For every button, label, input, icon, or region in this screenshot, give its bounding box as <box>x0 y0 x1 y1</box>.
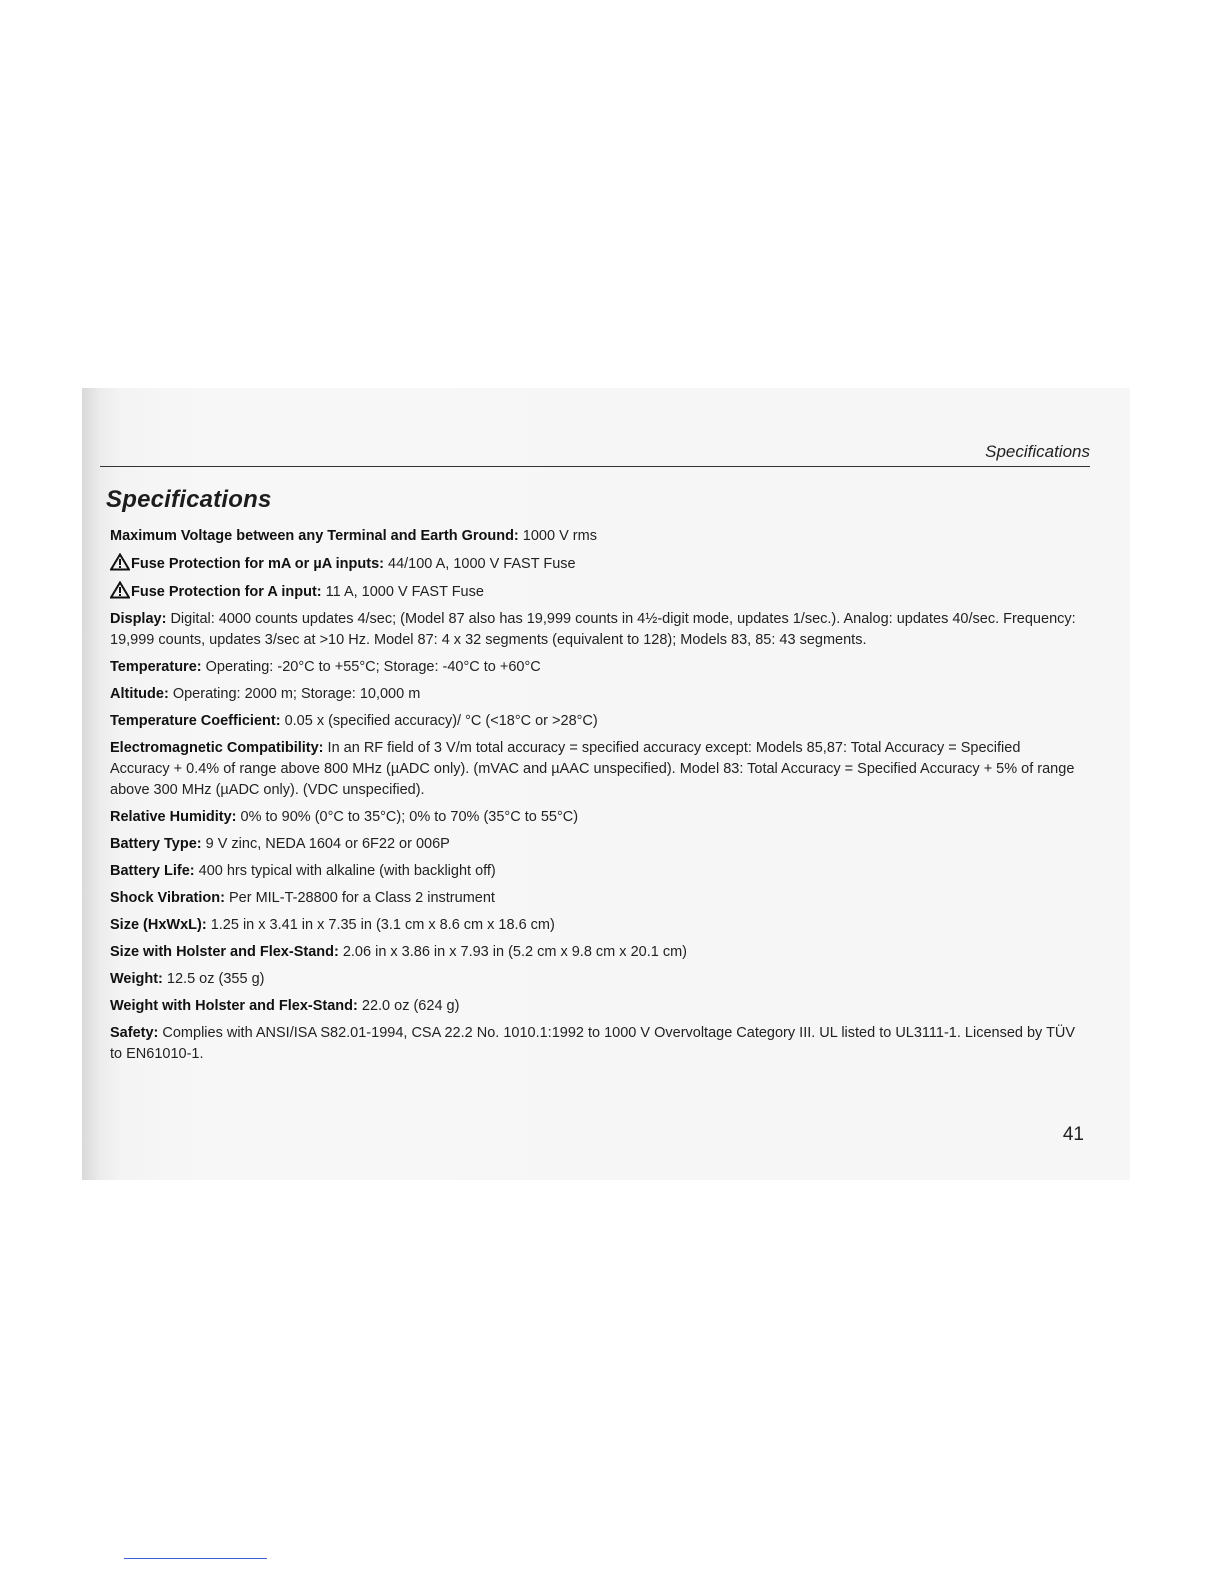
spec-label: Size with Holster and Flex-Stand: <box>110 944 339 960</box>
spec-item <box>110 526 1078 547</box>
spec-value: 2.06 in x 3.86 in x 7.93 in (5.2 cm x 9.8 cm x 20.1 cm) <box>342 944 687 960</box>
spec-label: Maximum Voltage between any Terminal and Earth Ground: <box>110 528 519 544</box>
spec-label: Altitude: <box>110 686 169 702</box>
spec-label: Temperature Coefficient: <box>110 713 281 729</box>
spec-item <box>110 609 1078 651</box>
spec-item <box>110 738 1078 801</box>
spec-label: Safety: <box>110 1025 159 1041</box>
page-heading: Specifications <box>106 486 272 513</box>
spec-value: Digital: 4000 counts updates 4/sec; (Model 87 also has 19,999 counts in 4½-digit mode, updates 1/sec.). Analog: updates 40/sec. Frequency: 19,999 counts, updates 3/sec at >10 Hz. Model 87: 4 x 32 segments (equivalent to 128); Models 83, 85: 43 segments. <box>110 611 1076 648</box>
spec-item <box>110 581 1078 603</box>
page-number: 41 <box>1062 1124 1084 1145</box>
spec-item <box>110 915 1078 936</box>
spec-list <box>110 526 1078 1071</box>
spec-value: 400 hrs typical with alkaline (with backlight off) <box>198 863 496 879</box>
spec-label: Relative Humidity: <box>110 809 237 825</box>
spec-label: Temperature: <box>110 659 202 675</box>
running-header: Specifications <box>985 442 1090 461</box>
footer-rule <box>124 1558 267 1559</box>
spec-item <box>110 684 1078 705</box>
spec-item <box>110 834 1078 855</box>
spec-value: 22.0 oz (624 g) <box>361 998 460 1014</box>
spec-item <box>110 861 1078 882</box>
spec-item <box>110 657 1078 678</box>
spec-value: Per MIL-T-28800 for a Class 2 instrument <box>228 890 495 906</box>
spec-label: Weight: <box>110 971 163 987</box>
spec-label: Display: <box>110 611 167 627</box>
spec-label: Battery Type: <box>110 836 202 852</box>
spec-value: 1.25 in x 3.41 in x 7.35 in (3.1 cm x 8.6 cm x 18.6 cm) <box>210 917 555 933</box>
warning-triangle-icon <box>110 553 130 571</box>
spec-item <box>110 1023 1078 1065</box>
spec-value: 1000 V rms <box>522 528 597 544</box>
spec-label: Shock Vibration: <box>110 890 225 906</box>
header-rule <box>100 466 1090 467</box>
spec-item <box>110 711 1078 732</box>
spec-value: 44/100 A, 1000 V FAST Fuse <box>388 556 576 572</box>
warning-triangle-icon <box>110 581 130 599</box>
spec-value: 0% to 90% (0°C to 35°C); 0% to 70% (35°C to 55°C) <box>240 809 579 825</box>
spec-value: Operating: 2000 m; Storage: 10,000 m <box>172 686 421 702</box>
spec-label: Fuse Protection for mA or µA inputs: <box>131 556 384 572</box>
spec-label: Fuse Protection for A input: <box>131 584 322 600</box>
spec-value: Complies with ANSI/ISA S82.01-1994, CSA 22.2 No. 1010.1:1992 to 1000 V Overvoltage Category III. UL listed to UL3111-1. Licensed by TÜV to EN61010-1. <box>110 1025 1076 1062</box>
spec-value: Operating: -20°C to +55°C; Storage: -40°C to +60°C <box>205 659 541 675</box>
spec-item <box>110 942 1078 963</box>
spec-item <box>110 807 1078 828</box>
scanned-page <box>82 388 1130 1180</box>
spec-item <box>110 888 1078 909</box>
spec-label: Size (HxWxL): <box>110 917 207 933</box>
spec-label: Weight with Holster and Flex-Stand: <box>110 998 358 1014</box>
spec-label: Electromagnetic Compatibility: <box>110 740 324 756</box>
spec-value: 11 A, 1000 V FAST Fuse <box>325 584 484 600</box>
spec-value: 0.05 x (specified accuracy)/ °C (<18°C or >28°C) <box>284 713 598 729</box>
spec-item <box>110 996 1078 1017</box>
spec-value: 9 V zinc, NEDA 1604 or 6F22 or 006P <box>205 836 450 852</box>
spec-label: Battery Life: <box>110 863 195 879</box>
spec-item <box>110 553 1078 575</box>
spec-item <box>110 969 1078 990</box>
spec-value: 12.5 oz (355 g) <box>166 971 265 987</box>
spec-value: In an RF field of 3 V/m total accuracy = specified accuracy except: Models 85,87: Total Accuracy = Specified Accuracy + 0.4% of range above 800 MHz (µADC only). (mVAC and µAAC unspecified). Model 83: Total Accuracy = Specified Accuracy + 5% of range above 300 MHz (µADC only). (VDC unspecified). <box>110 740 1075 798</box>
